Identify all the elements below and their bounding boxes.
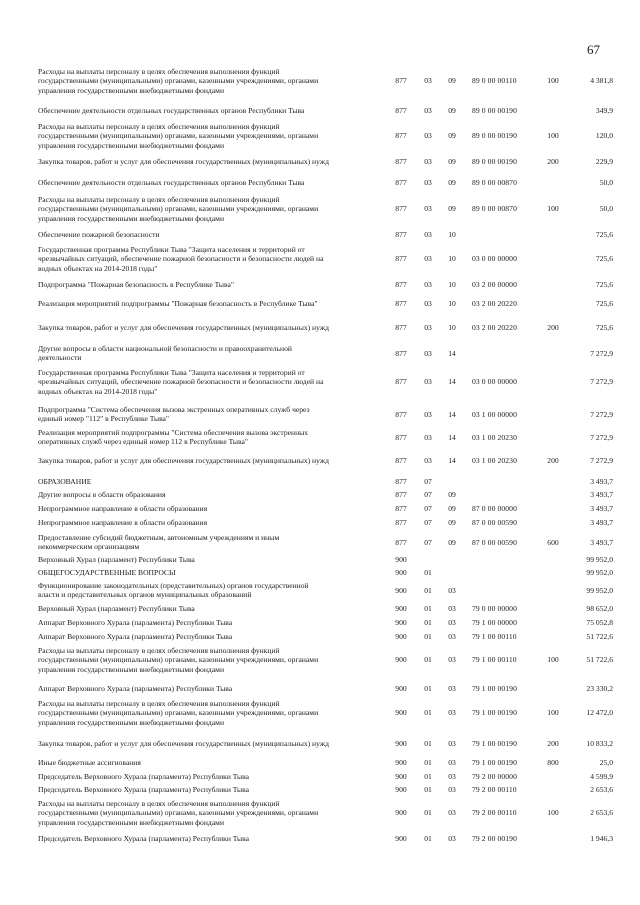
table-row	[38, 322, 613, 333]
row-name: Подпрограмма "Система обеспечения вызова экстренных оперативных служб через единый номер "112" в Республике Тыва"	[38, 404, 310, 424]
row-name: Другие вопросы в области национальной безопасности и правоохранительной деятельности	[38, 343, 292, 363]
target-item-code: 79 1 00 00110	[472, 655, 517, 665]
row-name: Расходы на выплаты персоналу в целях обеспечения выполнения функций государственными (муниципальными) органами, казенными учреждениями, органами управления государственными внебюджетными фондами	[38, 66, 319, 95]
table-row	[38, 455, 613, 466]
expense-type-code: 100	[547, 708, 559, 718]
target-item-code: 03 2 00 20220	[472, 298, 517, 308]
row-name: Аппарат Верховного Хурала (парламента) Республики Тыва	[38, 631, 233, 641]
table-row	[38, 427, 613, 448]
expense-type-code	[541, 603, 565, 614]
table-row	[38, 489, 613, 500]
department-code: 877	[395, 156, 407, 166]
target-item-code: 79 0 00 00000	[472, 603, 517, 613]
expense-type-code	[541, 367, 565, 397]
subsection-code: 09	[448, 503, 456, 513]
expense-type-code	[541, 554, 565, 565]
subsection-code: 09	[448, 177, 456, 187]
section-code: 01	[424, 567, 432, 577]
table-row	[38, 229, 613, 240]
department-code: 900	[395, 708, 407, 718]
subsection-code: 03	[448, 784, 456, 794]
subsection-code: 14	[448, 432, 456, 442]
table-row	[38, 833, 613, 844]
expense-type-code: 200	[547, 322, 559, 332]
department-code: 877	[395, 489, 407, 499]
amount: 7 272,9	[590, 455, 613, 465]
department-code: 900	[395, 617, 407, 627]
row-name: Расходы на выплаты персоналу в целях обеспечения выполнения функций государственными (муниципальными) органами, казенными учреждениями, органами управления государственными внебюджетными фондами	[38, 798, 319, 827]
row-name: Предоставление субсидий бюджетным, автономным учреждениям и иным некоммерческим организациям	[38, 532, 280, 552]
subsection-code	[444, 476, 460, 487]
target-item-code: 79 2 00 00110	[472, 808, 517, 818]
expense-type-code: 800	[547, 757, 559, 767]
subsection-code: 03	[448, 617, 456, 627]
expense-type-code: 200	[547, 455, 559, 465]
department-code: 877	[395, 76, 407, 86]
section-code: 01	[424, 738, 432, 748]
section-code: 01	[424, 617, 432, 627]
row-name: Расходы на выплаты персоналу в целях обеспечения выполнения функций государственными (муниципальными) органами, казенными учреждениями, органами управления государственными внебюджетными фондами	[38, 194, 319, 223]
subsection-code: 14	[448, 409, 456, 419]
expense-type-code: 100	[547, 131, 559, 141]
expense-type-code	[541, 784, 565, 795]
amount: 51 722,6	[586, 655, 613, 665]
amount: 7 272,9	[590, 432, 613, 442]
expense-type-code	[541, 343, 565, 364]
target-item-code: 79 1 00 00110	[472, 631, 517, 641]
subsection-code: 03	[448, 603, 456, 613]
target-item-code: 89 0 00 00870	[472, 204, 517, 214]
amount: 1 946,3	[590, 833, 613, 843]
subsection-code: 03	[448, 738, 456, 748]
department-code: 877	[395, 476, 407, 486]
row-name: Государственная программа Республики Тыва "Защита населения и территорий от чрезвычайных ситуаций, обеспечение пожарной безопасности и безопасности людей на водных объектах на 2014-2018 годы"	[38, 367, 324, 396]
department-code: 900	[395, 567, 407, 577]
section-code	[420, 554, 436, 565]
expense-type-code: 100	[547, 655, 559, 665]
department-code: 900	[395, 585, 407, 595]
target-item-code: 89 0 00 00190	[472, 156, 517, 166]
row-name: Обеспечение деятельности отдельных государственных органов Республики Тыва	[38, 105, 305, 115]
expense-type-code	[541, 177, 565, 188]
row-name: Верховный Хурал (парламент) Республики Тыва	[38, 554, 195, 564]
row-name: Закупка товаров, работ и услуг для обеспечения государственных (муниципальных) нужд	[38, 322, 329, 332]
row-name: Непрограммное направление в области образования	[38, 517, 208, 527]
amount: 99 952,0	[586, 554, 613, 564]
table-row	[38, 580, 613, 601]
expense-type-code: 100	[547, 204, 559, 214]
target-item-code: 03 1 00 20230	[472, 432, 517, 442]
target-item-code: 79 1 00 00190	[472, 757, 517, 767]
expense-type-code: 200	[547, 738, 559, 748]
department-code: 877	[395, 322, 407, 332]
target-item-code: 79 2 00 00000	[472, 771, 517, 781]
section-code: 01	[424, 683, 432, 693]
table-row	[38, 738, 613, 749]
subsection-code: 09	[448, 76, 456, 86]
subsection-code: 09	[448, 489, 456, 499]
section-code: 01	[424, 808, 432, 818]
subsection-code	[444, 567, 460, 578]
department-code: 900	[395, 771, 407, 781]
row-name: Председатель Верховного Хурала (парламента) Республики Тыва	[38, 833, 250, 843]
subsection-code: 09	[448, 517, 456, 527]
section-code: 01	[424, 603, 432, 613]
table-row	[38, 683, 613, 694]
row-name: Реализация мероприятий подпрограммы "Система обеспечения вызова экстренных оперативных служб через единый номер 112 в Республике Тыва"	[38, 427, 309, 447]
target-item-code: 79 1 00 00190	[472, 708, 517, 718]
row-name: Непрограммное направление в области образования	[38, 503, 208, 513]
table-row	[38, 367, 613, 397]
row-name: Аппарат Верховного Хурала (парламента) Республики Тыва	[38, 617, 233, 627]
amount: 349,9	[595, 105, 613, 115]
table-row	[38, 156, 613, 167]
expense-type-code	[541, 489, 565, 500]
amount: 23 330,2	[586, 683, 613, 693]
amount: 3 493,7	[590, 489, 613, 499]
expense-type-code	[541, 567, 565, 578]
table-row	[38, 645, 613, 675]
row-name: Другие вопросы в области образования	[38, 489, 166, 499]
expense-type-code: 200	[547, 156, 559, 166]
section-code: 03	[424, 348, 432, 358]
table-row	[38, 298, 613, 309]
subsection-code: 03	[448, 585, 456, 595]
subsection-code: 09	[448, 105, 456, 115]
target-item-code: 87 0 00 00590	[472, 537, 517, 547]
target-item-code: 79 1 00 00190	[472, 683, 517, 693]
department-code: 900	[395, 554, 407, 564]
table-row	[38, 121, 613, 151]
amount: 3 493,7	[590, 476, 613, 486]
row-name: Закупка товаров, работ и услуг для обеспечения государственных (муниципальных) нужд	[38, 455, 329, 465]
table-row	[38, 177, 613, 188]
target-item-code: 89 0 00 00190	[472, 131, 517, 141]
table-row	[38, 784, 613, 795]
section-code: 03	[424, 279, 432, 289]
department-code: 877	[395, 254, 407, 264]
amount: 25,0	[599, 757, 613, 767]
subsection-code: 10	[448, 279, 456, 289]
amount: 3 493,7	[590, 537, 613, 547]
section-code: 01	[424, 784, 432, 794]
target-item-code: 89 0 00 00870	[472, 177, 517, 187]
subsection-code: 10	[448, 322, 456, 332]
target-item-code: 79 1 00 00190	[472, 738, 517, 748]
table-row	[38, 66, 613, 96]
amount: 3 493,7	[590, 517, 613, 527]
section-code: 07	[424, 476, 432, 486]
department-code: 877	[395, 517, 407, 527]
target-item-code: 89 0 00 00110	[472, 76, 517, 86]
subsection-code: 03	[448, 833, 456, 843]
amount: 4 381,8	[590, 76, 613, 86]
department-code: 900	[395, 631, 407, 641]
amount: 725,6	[595, 229, 613, 239]
subsection-code: 14	[448, 348, 456, 358]
department-code: 877	[395, 177, 407, 187]
row-name: Государственная программа Республики Тыва "Защита населения и территорий от чрезвычайных ситуаций, обеспечение пожарной безопасности и безопасности людей на водных объектах на 2014-2018 годы"	[38, 244, 324, 273]
department-code: 877	[395, 279, 407, 289]
subsection-code: 03	[448, 771, 456, 781]
section-code: 01	[424, 631, 432, 641]
row-name: Обеспечение деятельности отдельных государственных органов Республики Тыва	[38, 177, 305, 187]
row-name: Функционирование законодательных (представительных) органов государственной власти и представительных органов муниципальных образований	[38, 580, 309, 600]
department-code: 900	[395, 833, 407, 843]
row-name: Закупка товаров, работ и услуг для обеспечения государственных (муниципальных) нужд	[38, 738, 329, 748]
department-code: 877	[395, 432, 407, 442]
department-code: 877	[395, 503, 407, 513]
subsection-code: 09	[448, 204, 456, 214]
row-name: Расходы на выплаты персоналу в целях обеспечения выполнения функций государственными (муниципальными) органами, казенными учреждениями, органами управления государственными внебюджетными фондами	[38, 645, 319, 674]
table-row	[38, 194, 613, 224]
amount: 725,6	[595, 279, 613, 289]
amount: 50,0	[599, 204, 613, 214]
expense-type-code	[541, 229, 565, 240]
expense-type-code	[541, 476, 565, 487]
subsection-code: 14	[448, 455, 456, 465]
table-row	[38, 279, 613, 290]
row-name: Подпрограмма "Пожарная безопасность в Республике Тыва"	[38, 279, 234, 289]
expense-type-code	[541, 503, 565, 514]
department-code: 900	[395, 603, 407, 613]
row-name: ОБРАЗОВАНИЕ	[38, 476, 92, 486]
subsection-code: 03	[448, 631, 456, 641]
amount: 2 653,6	[590, 808, 613, 818]
amount: 12 472,0	[586, 708, 613, 718]
section-code: 01	[424, 833, 432, 843]
section-code: 07	[424, 503, 432, 513]
expense-type-code	[541, 617, 565, 628]
section-code: 03	[424, 377, 432, 387]
department-code: 900	[395, 808, 407, 818]
expense-type-code: 100	[547, 76, 559, 86]
section-code: 03	[424, 204, 432, 214]
department-code: 900	[395, 683, 407, 693]
target-item-code: 03 2 00 00000	[472, 279, 517, 289]
expense-type-code	[541, 517, 565, 528]
target-item-code: 03 0 00 00000	[472, 254, 517, 264]
expense-type-code	[541, 105, 565, 116]
row-name: Обеспечение пожарной безопасности	[38, 229, 160, 239]
amount: 99 952,0	[586, 567, 613, 577]
amount: 725,6	[595, 298, 613, 308]
department-code: 877	[395, 377, 407, 387]
subsection-code: 09	[448, 131, 456, 141]
target-item-code: 79 2 00 00190	[472, 833, 517, 843]
expense-type-code	[541, 771, 565, 782]
row-name: Председатель Верховного Хурала (парламента) Республики Тыва	[38, 771, 250, 781]
amount: 7 272,9	[590, 409, 613, 419]
row-name: Иные бюджетные ассигнования	[38, 757, 141, 767]
expense-type-code: 600	[547, 537, 559, 547]
table-row	[38, 105, 613, 116]
amount: 99 952,0	[586, 585, 613, 595]
table-row	[38, 503, 613, 514]
section-code: 07	[424, 517, 432, 527]
table-row	[38, 798, 613, 828]
section-code: 03	[424, 177, 432, 187]
amount: 3 493,7	[590, 503, 613, 513]
department-code: 877	[395, 105, 407, 115]
table-row	[38, 404, 613, 425]
amount: 725,6	[595, 254, 613, 264]
table-row	[38, 244, 613, 274]
table-row	[38, 554, 613, 565]
target-item-code: 87 0 00 00000	[472, 503, 517, 513]
subsection-code: 10	[448, 298, 456, 308]
expense-type-code	[541, 683, 565, 694]
section-code: 01	[424, 585, 432, 595]
department-code: 877	[395, 409, 407, 419]
section-code: 03	[424, 298, 432, 308]
subsection-code: 03	[448, 708, 456, 718]
amount: 2 653,6	[590, 784, 613, 794]
section-code: 03	[424, 254, 432, 264]
row-name: Председатель Верховного Хурала (парламента) Республики Тыва	[38, 784, 250, 794]
row-name: Реализация мероприятий подпрограммы "Пожарная безопасность в Республике Тыва"	[38, 298, 318, 308]
table-row	[38, 757, 613, 768]
table-row	[38, 771, 613, 782]
amount: 50,0	[599, 177, 613, 187]
amount: 75 052,8	[586, 617, 613, 627]
row-name: Расходы на выплаты персоналу в целях обеспечения выполнения функций государственными (муниципальными) органами, казенными учреждениями, органами управления государственными внебюджетными фондами	[38, 698, 319, 727]
subsection-code: 03	[448, 655, 456, 665]
expense-type-code	[541, 833, 565, 844]
department-code: 900	[395, 655, 407, 665]
row-name: Верховный Хурал (парламент) Республики Тыва	[38, 603, 195, 613]
table-row	[38, 698, 613, 728]
target-item-code: 89 0 00 00190	[472, 105, 517, 115]
department-code: 877	[395, 131, 407, 141]
target-item-code: 87 0 00 00590	[472, 517, 517, 527]
section-code: 01	[424, 771, 432, 781]
subsection-code: 03	[448, 808, 456, 818]
table-row	[38, 517, 613, 528]
subsection-code: 09	[448, 156, 456, 166]
section-code: 01	[424, 708, 432, 718]
table-row	[38, 631, 613, 642]
expense-type-code: 100	[547, 808, 559, 818]
department-code: 877	[395, 537, 407, 547]
section-code: 03	[424, 409, 432, 419]
row-name: Закупка товаров, работ и услуг для обеспечения государственных (муниципальных) нужд	[38, 156, 329, 166]
section-code: 01	[424, 757, 432, 767]
amount: 7 272,9	[590, 377, 613, 387]
section-code: 03	[424, 76, 432, 86]
section-code: 01	[424, 655, 432, 665]
subsection-code: 09	[448, 537, 456, 547]
amount: 7 272,9	[590, 348, 613, 358]
page-number: 67	[587, 42, 600, 57]
target-item-code: 03 0 00 00000	[472, 377, 517, 387]
subsection-code: 10	[448, 229, 456, 239]
section-code: 07	[424, 489, 432, 499]
section-code: 03	[424, 322, 432, 332]
department-code: 900	[395, 757, 407, 767]
amount: 725,6	[595, 322, 613, 332]
section-code: 03	[424, 105, 432, 115]
expense-type-code	[541, 427, 565, 448]
section-code: 03	[424, 156, 432, 166]
department-code: 877	[395, 455, 407, 465]
amount: 4 599,9	[590, 771, 613, 781]
target-item-code: 79 1 00 00000	[472, 617, 517, 627]
section-code: 07	[424, 537, 432, 547]
table-row	[38, 567, 613, 578]
subsection-code: 10	[448, 254, 456, 264]
amount: 98 652,0	[586, 603, 613, 613]
amount: 10 833,2	[586, 738, 613, 748]
row-name: Расходы на выплаты персоналу в целях обеспечения выполнения функций государственными (муниципальными) органами, казенными учреждениями, органами управления государственными внебюджетными фондами	[38, 121, 319, 150]
expense-type-code	[541, 404, 565, 425]
target-item-code: 03 1 00 00000	[472, 409, 517, 419]
department-code: 877	[395, 298, 407, 308]
expense-type-code	[541, 631, 565, 642]
subsection-code: 03	[448, 683, 456, 693]
amount: 51 722,6	[586, 631, 613, 641]
section-code: 03	[424, 432, 432, 442]
section-code: 03	[424, 229, 432, 239]
section-code: 03	[424, 455, 432, 465]
subsection-code: 03	[448, 757, 456, 767]
expense-type-code	[541, 244, 565, 274]
target-item-code: 03 1 00 20230	[472, 455, 517, 465]
table-row	[38, 476, 613, 487]
department-code: 877	[395, 204, 407, 214]
amount: 229,9	[595, 156, 613, 166]
row-name: Аппарат Верховного Хурала (парламента) Республики Тыва	[38, 683, 233, 693]
expense-type-code	[541, 580, 565, 601]
department-code: 877	[395, 348, 407, 358]
target-item-code: 79 2 00 00110	[472, 784, 517, 794]
table-row	[38, 617, 613, 628]
subsection-code	[444, 554, 460, 565]
amount: 120,0	[595, 131, 613, 141]
table-row	[38, 532, 613, 553]
section-code: 03	[424, 131, 432, 141]
expense-type-code	[541, 298, 565, 309]
table-row	[38, 343, 613, 364]
expense-type-code	[541, 279, 565, 290]
department-code: 877	[395, 229, 407, 239]
target-item-code: 03 2 00 20220	[472, 322, 517, 332]
row-name: ОБЩЕГОСУДАРСТВЕННЫЕ ВОПРОСЫ	[38, 567, 176, 577]
subsection-code: 14	[448, 377, 456, 387]
table-row	[38, 603, 613, 614]
department-code: 900	[395, 738, 407, 748]
department-code: 900	[395, 784, 407, 794]
